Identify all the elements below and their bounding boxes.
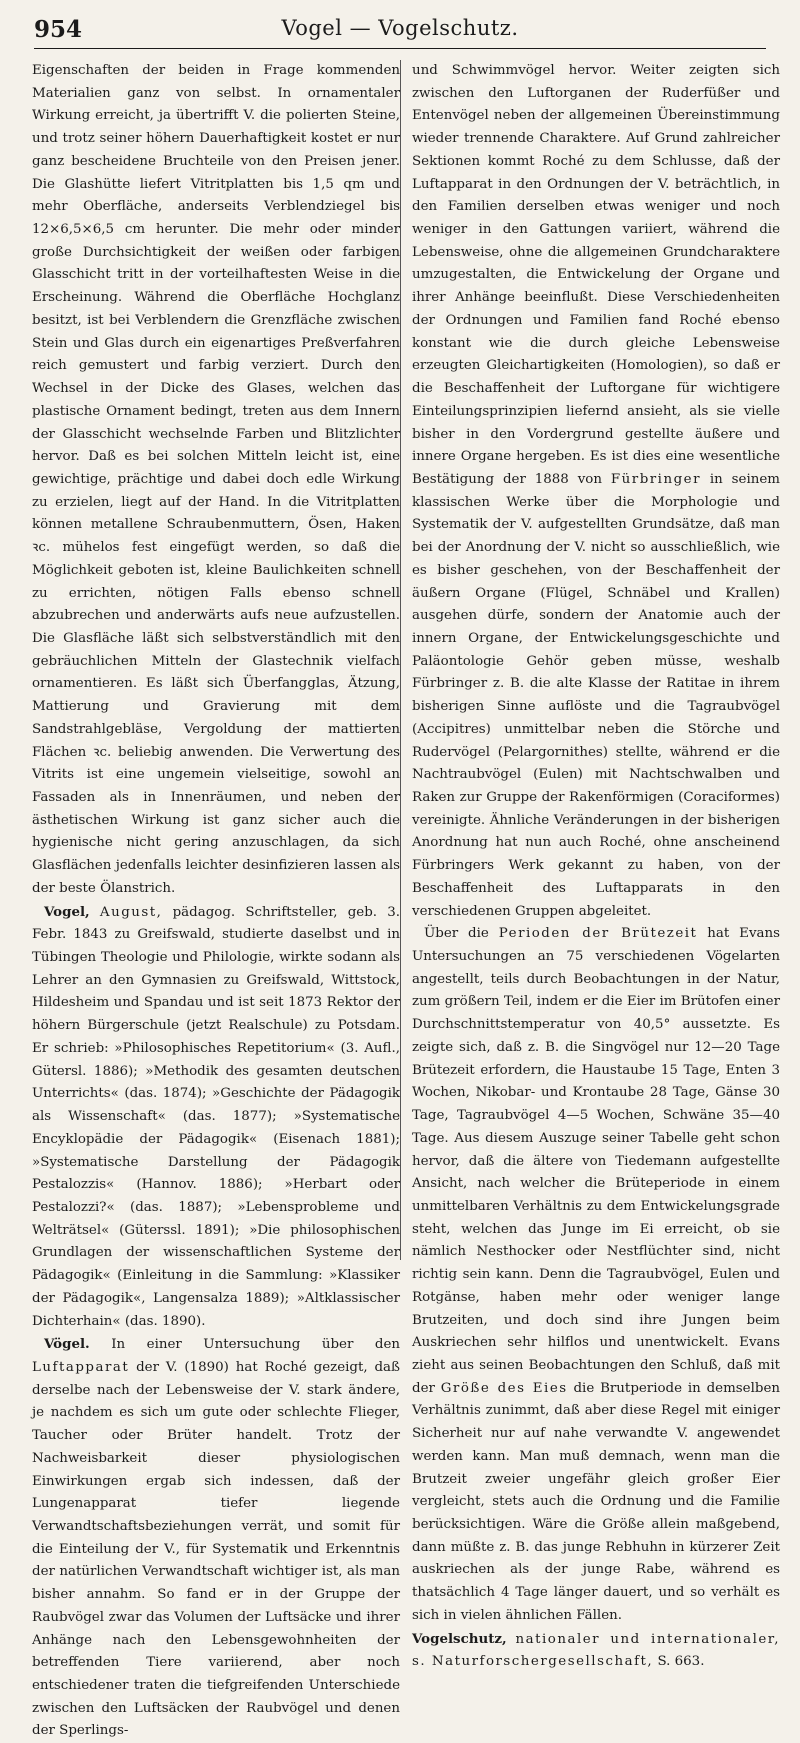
vogelschutz-entry — [412, 1628, 780, 1674]
headword-vogel: Vogel, — [44, 903, 90, 920]
vogel-entry-text: pädagog. Schriftsteller, geb. 3. Febr. 1843 zu Greifswald, studierte daselbst und in Tübingen Theologie und Philologie, wirkte sodann als Lehrer an den Gymnasien zu Greifswald, Wittstock, Hildesheim und Spandau und ist seit 1873 Rektor der höhern Bürgerschule (jetzt Realschule) zu Potsdam. Er schrieb: »Philosophisches Repetitorium« (3. Aufl., Gütersl. 1886); »Methodik des gesamten deutschen Unterrichts« (das. 1874); »Geschichte der Pädagogik als Wissenschaft« (das. 1877); »Systematische Encyklopädie der Pädagogik« (Eisenach 1881); »Systematische Darstellung der Pädagogik Pestalozzis« (Hannov. 1886); »Herbart oder Pestalozzi?« (das. 1887); »Lebensprobleme und Welträtsel« (Güterssl. 1891); »Die philosophischen Grundlagen der wissenschaftlichen Systeme der Pädagogik« (Einleitung in die Sammlung: »Klassiker der Pädagogik«, Langensalza 1889); »Altklassischer Dichterhain« (das. 1890). — [32, 904, 400, 1329]
column-divider — [400, 60, 401, 1260]
running-title: Vogel — Vogelschutz. — [281, 16, 519, 40]
paragraph-text: in seinem klassischen Werke über die Morphologie und Systematik der V. aufgestellten Grundsätze, daß man bei der Anordnung der V. nicht so ausschließlich, wie es bisher geschehen, von der Beschaffenheit der äußern Organe (Flügel, Schnäbel und Krallen) ausgehen dürfe, sondern der Anatomie auch der innern Organe, der Entwickelungsgeschichte und Paläontologie Gehör geben müsse, weshalb Fürbringer z. B. die alte Klasse der Ratitae in ihrem bisherigen Sinne auflöste und die Tagraubvögel (Accipitres) unmittelbar neben die Störche und Rudervögel (Pelargornithes) stellte, während er die Nachtraubvögel (Eulen) mit Nachtschwalben und Raken zur Gruppe der Rakenförmigen (Coraciformes) vereinigte. Ähnliche Veränderungen in der bisherigen Anordnung hat nun auch Roché, ohne anscheinend Fürbringers Werk gekannt zu haben, von der Beschaffenheit des Luftapparats in den verschiedenen Gruppen abgeleitet. — [412, 471, 780, 919]
vitrit-paragraph: Eigenschaften der beiden in Frage kommenden Materialien ganz von selbst. In ornamentaler Wirkung erreicht, ja übertrifft V. die polierten Steine, und trotz seiner höhern Dauerhaftigkeit kostet er nur ganz bescheidene Bruchteile von den Preisen jener. Die Glashütte liefert Vitritplatten bis 1,5 qm und mehr Oberfläche, anderseits Verblendziegel bis 12×6,5×6,5 cm herunter. Die mehr oder minder große Durchsichtigkeit der weißen oder farbigen Glasschicht tritt in der vorteilhaftesten Weise in die Erscheinung. Während die Oberfläche Hochglanz besitzt, ist bei Verblendern die Grenzfläche zwischen Stein und Glas durch ein eigenartiges Preßverfahren reich gemustert und farbig verziert. Durch den Wechsel in der Dicke des Glases, welchen das plastische Ornament bedingt, treten aus dem Innern der Glasschicht wechselnde Farben und Blitzlichter hervor. Daß es bei solchen Mitteln leicht ist, eine gewichtige, prächtige und dabei doch edle Wirkung zu erzielen, liegt auf der Hand. In die Vitritplatten können metallene Schraubenmuttern, Ösen, Haken ꝛc. mühelos fest eingefügt werden, so daß die Möglichkeit geboten ist, kleine Baulichkeiten schnell zu errichten, nötigen Falls ebenso schnell abzubrechen und anderwärts aufs neue aufzustellen. Die Glasfläche läßt sich selbstverständlich mit den gebräuchlichen Mitteln der Glastechnik vielfach ornamentieren. Es läßt sich Überfangglas, Ätzung, Mattierung und Gravierung mit dem Sandstrahlgebläse, Vergoldung der mattierten Flächen ꝛc. beliebig anwenden. Die Verwertung des Vitrits ist eine ungemein vielseitige, sowohl an Fassaden als in Innenräumen, und neben der ästhetischen Wirkung ist ganz sicher auch die hygienische nicht gering anzuschlagen, da sich Glasflächen jedenfalls leichter desinfizieren lassen als der beste Ölanstrich. — [32, 63, 400, 896]
bruetezeit-paragraph — [412, 923, 780, 1627]
fuerbringer-name: Fürbringer — [610, 471, 701, 487]
vogelschutz-qualifier: nationaler und internationaler, — [515, 1631, 780, 1647]
right-column — [412, 60, 780, 1674]
headword-voegel: Vögel. — [44, 1336, 90, 1353]
luftapparat-term: Luftapparat — [32, 1359, 130, 1375]
paragraph-text: und Schwimmvögel hervor. Weiter zeigten sich zwischen den Luftorganen der Ruderfüßer und Entenvögel neben der allgemeinen Übereinstimmung wieder trennende Charaktere. Auf Grund zahlreicher Sektionen kommt Roché zu dem Schlusse, daß der Luftapparat in den Ordnungen der V. beträchtlich, in den Familien derselben etwas weniger und noch weniger in den Gattungen variiert, während die Lebensweise, ohne die allgemeinen Grundcharaktere umzugestalten, die Entwickelung der Organe und ihrer Anhänge beeinflußt. Diese Verschiedenheiten der Ordnungen und Familien fand Roché ebenso konstant wie die durch gleiche Lebensweise erzeugten Gleichartigkeiten (Homologien), so daß er die Beschaffenheit der Luftorgane für wichtigere Einteilungsprinzipien liefernd ansieht, als sie vielle bisher in den Vordergrund gestellte äußere und innere Organe hergeben. Es ist dies eine wesentliche Bestätigung der 1888 von — [412, 63, 780, 487]
cross-reference: s. Naturforschergesellschaft, — [412, 1654, 654, 1670]
vogel-august-entry — [32, 901, 400, 1334]
vogel-forename: August, — [99, 904, 163, 920]
page-header — [34, 14, 766, 49]
luftapparat-continuation — [412, 60, 780, 923]
paragraph-text: hat Evans Untersuchungen an 75 verschiedenen Vögelarten angestellt, teils durch Beobachtungen in der Natur, zum größern Teil, indem er die Eier im Brütofen einer Durchschnittstemperatur von 40,5° aussetzte. Es zeigte sich, daß z. B. die Singvögel nur 12—20 Tage Brütezeit erfordern, die Haustaube 15 Tage, Enten 3 Wochen, Nikobar- und Krontaube 28 Tage, Gänse 30 Tage, Tagraubvögel 4—5 Wochen, Schwäne 35—40 Tage. Aus diesem Auszuge seiner Tabelle geht schon hervor, daß die ältere von Tiedemann aufgestellte Ansicht, nach welcher die Brüteperiode in einem unmittelbaren Verhältnis zu dem Entwickelungsgrade steht, welchen das Junge im Ei erreicht, ob sie nämlich Nesthocker oder Nestflüchter sind, nicht richtig sein kann. Denn die Tagraubvögel, Eulen und Rotgänse, haben mehr oder weniger lange Brutzeiten, und doch sind ihre Jungen beim Auskriechen sehr hilflos und unentwickelt. Evans zieht aus seinen Beobachtungen den Schluß, daß mit der — [412, 926, 780, 1396]
voegel-entry-text: der V. (1890) hat Roché gezeigt, daß derselbe nach der Lebensweise der V. stark ändere, je nachdem es sich um gute oder schlechte Flieger, Taucher oder Brüter handelt. Trotz der Nachweisbarkeit dieser physiologischen Einwirkungen ergab sich indessen, daß der Lungenapparat tiefer liegende Verwandtschaftsbeziehungen verrät, und somit für die Einteilung der V., für Systematik und Erkenntnis der natürlichen Verwandtschaft wichtiger ist, als man bisher annahm. So fand er in der Gruppe der Raubvögel zwar das Volumen der Luftsäcke und ihrer Anhänge nach den Lebensgewohnheiten der betreffenden Tiere variierend, aber noch entschiedener traten die tiefgreifenden Unterschiede zwischen den Luftsäcken der Raubvögel und denen der Sperlings- — [32, 1359, 400, 1739]
page-number: 954 — [34, 16, 83, 43]
cross-reference-page: S. 663. — [657, 1654, 705, 1670]
voegel-lead: In einer Untersuchung über den — [111, 1337, 400, 1353]
bruetezeit-term: Perioden der Brütezeit — [498, 926, 698, 942]
headword-vogelschutz: Vogelschutz, — [412, 1630, 507, 1647]
left-column — [32, 60, 400, 1743]
voegel-entry — [32, 1333, 400, 1743]
paragraph-lead: Über die — [424, 926, 489, 942]
paragraph-text: die Brutperiode in demselben Verhältnis zunimmt, daß aber diese Regel mit einiger Sicherheit nur auf nahe verwandte V. angewendet werden kann. Man muß demnach, wenn man die Brutzeit zweier ungefähr gleich großer Eier vergleicht, stets auch die Ordnung und die Familie berücksichtigen. Wäre die Größe allein maßgebend, dann müßte z. B. das junge Rebhuhn in kürzerer Zeit auskriechen als der junge Rabe, während es thatsächlich 4 Tage länger dauert, und so verhält es sich in vielen ähnlichen Fällen. — [412, 1380, 780, 1623]
eigroesse-term: Größe des Eies — [440, 1380, 568, 1396]
